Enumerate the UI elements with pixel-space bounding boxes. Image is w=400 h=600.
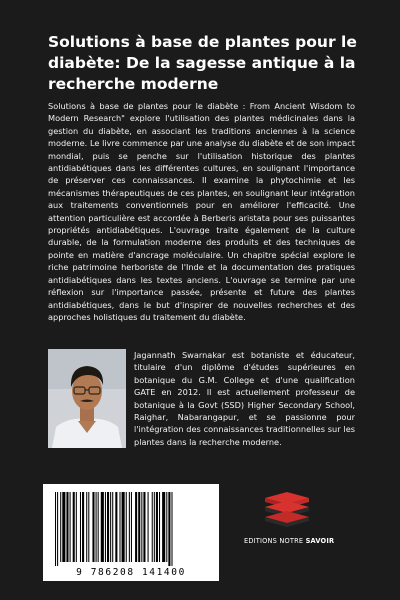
barcode-bar xyxy=(171,492,172,566)
isbn-barcode xyxy=(43,484,219,581)
book-title: Solutions à base de plantes pour le diabète: De la sagesse antique à la recherche moderne xyxy=(48,33,357,93)
author-bio: Jagannath Swarnakar est botaniste et éducateur, titulaire d'un diplôme d'études supérieures en botanique du G.M. College et d'une qualification GATE en 2012. Il est actuellement professeur de botanique à la Govt (SSD) Higher Secondary School, Raighar, Nabarangapur, et se passionne pour l'intégration des connaissances traditionnelles sur les plantes dans la recherche moderne. xyxy=(134,350,355,447)
barcode-bar xyxy=(105,492,106,562)
author-portrait-icon xyxy=(48,349,126,448)
barcode-bar xyxy=(96,492,97,562)
barcode-bar xyxy=(86,492,87,562)
publisher-block xyxy=(244,490,364,560)
barcode-bar xyxy=(115,492,117,562)
barcode-bar xyxy=(141,492,142,562)
barcode-bar xyxy=(159,492,160,562)
publisher-name-bold: SAVOIR xyxy=(305,537,335,545)
barcode-bar xyxy=(82,492,84,562)
author-photo xyxy=(48,349,126,448)
barcode-bar xyxy=(62,492,65,562)
barcode-bar xyxy=(122,492,125,562)
stacked-books-logo-icon xyxy=(262,490,312,532)
barcode-bar xyxy=(129,492,130,562)
book-description: Solutions à base de plantes pour le diabète : From Ancient Wisdom to Modern Research" explore l'utilisation des plantes médicinales dans la gestion du diabète, en associant les traditions anciennes à la science moderne. Le livre commence par une analyse du diabète et de son impact mondial, puis se penche sur l'utilisation historique des plantes antidiabétiques dans les différentes cultures, en soulignant l'importance de préserver ces connaissances. Il examine la phytochimie et les mécanismes thérapeutiques de ces plantes, en soulignant leur intégration aux traitements conventionnels pour en améliorer l'efficacité. Une attention particulière est accordée à Berberis aristata pour ses puissantes propriétés antidiabétiques. L'ouvrage traite également de la culture durable, de la formulation moderne des produits et des techniques de pointe en matière d'ancrage moléculaire. Un chapitre spécial explore le riche patrimoine herboriste de l'Inde et la documentation des pratiques antidiabétiques dans les textes anciens. L'ouvrage se termine par une réflexion sur l'importance passée, présente et future des plantes antidiabétiques, dans le but d'inspirer de nouvelles recherches et des approches holistiques du traitement du diabète. xyxy=(48,101,355,322)
barcode-bar xyxy=(76,492,77,562)
barcode-bar xyxy=(135,492,137,562)
barcode-bar xyxy=(98,492,99,562)
barcode-bars xyxy=(43,484,219,566)
barcode-bar xyxy=(126,492,127,562)
isbn-digits: 9 786208 141400 xyxy=(76,567,186,578)
barcode-bar xyxy=(60,492,61,562)
barcode-bar xyxy=(162,492,165,562)
barcode-bar xyxy=(152,492,153,562)
barcode-bar xyxy=(156,492,158,562)
barcode-bar xyxy=(55,492,56,566)
barcode-bar xyxy=(80,492,81,562)
barcode-bar xyxy=(166,492,167,562)
barcode-bar xyxy=(107,492,109,562)
barcode-bar xyxy=(110,492,111,562)
barcode-bar xyxy=(101,492,104,562)
barcode-bar xyxy=(138,492,140,562)
barcode-bar xyxy=(168,492,170,566)
barcode-bar xyxy=(92,492,94,562)
barcode-bar xyxy=(148,492,149,562)
barcode-bar xyxy=(154,492,155,562)
barcode-bar xyxy=(143,492,145,562)
barcode-bar xyxy=(131,492,132,562)
barcode-bar xyxy=(66,492,68,562)
barcode-bar xyxy=(57,492,58,566)
barcode-bar xyxy=(70,492,71,562)
publisher-name xyxy=(244,537,335,545)
publisher-name-prefix: EDITIONS NOTRE xyxy=(244,537,306,545)
barcode-bar xyxy=(73,492,75,562)
barcode-bar xyxy=(119,492,120,562)
barcode-bar xyxy=(88,492,89,562)
barcode-bar xyxy=(112,492,113,562)
